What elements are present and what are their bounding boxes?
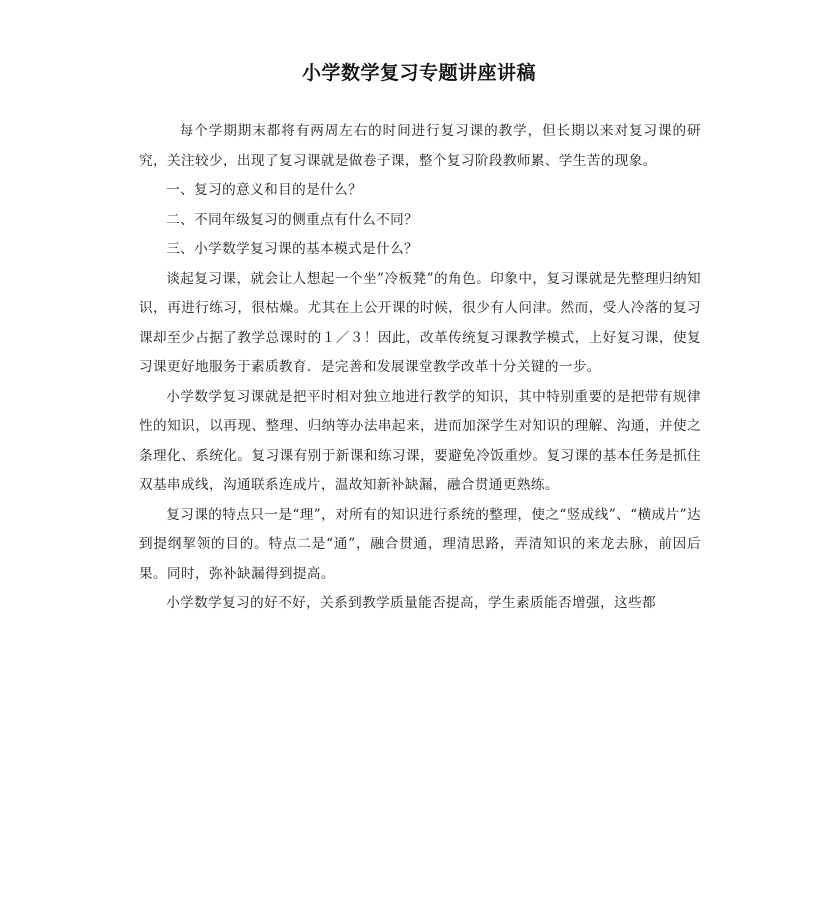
paragraph-intro: 每个学期期末都将有两周左右的时间进行复习课的教学，但长期以来对复习课的研究，关注较少，出现了复习课就是做卷子课，整个复习阶段教师累、学生苦的现象。 bbox=[139, 123, 701, 169]
paragraph-review-class-role: 谈起复习课，就会让人想起一个坐”冷板凳”的角色。印象中，复习课就是先整理归纳知识，再进行练习，很枯燥。尤其在上公开课的时候，很少有人问津。然而，受人冷落的复习课却至少占据了教学总课时的１／３！因此，改革传统复习课教学模式，上好复习课，使复习课更好地服务于素质教育．是完善和发展课堂教学改革十分关键的一步。 bbox=[139, 270, 701, 375]
document-body bbox=[139, 117, 701, 619]
question-1: 一、复习的意义和目的是什么？ bbox=[166, 182, 363, 198]
document-title: 小学数学复习专题讲座讲稿 bbox=[301, 62, 536, 84]
question-2: 二、不同年级复习的侧重点有什么不同？ bbox=[166, 211, 419, 228]
paragraph-review-class-definition: 小学数学复习课就是把平时相对独立地进行教学的知识，其中特别重要的是把带有规律性的知识，以再现、整理、归纳等办法串起来，进而加深学生对知识的理解、沟通，并使之条理化、系统化。复习课有别于新课和练习课，要避免冷饭重炒。复习课的基本任务是抓住双基串成线，沟通联系连成片，温故知新补缺漏，融合贯通更熟练。 bbox=[139, 388, 701, 493]
question-3: 三、小学数学复习课的基本模式是什么？ bbox=[166, 241, 419, 257]
paragraph-review-quality: 小学数学复习的好不好，关系到教学质量能否提高，学生素质能否增强，这些都 bbox=[166, 595, 656, 611]
paragraph-review-class-features: 复习课的特点只一是“理”，对所有的知识进行系统的整理，使之“竖成线”、“横成片”达到提纲挈领的目的。特点二是“通”，融合贯通，理清思路，弄清知识的来龙去脉，前因后果。同时，弥补缺漏得到提高。 bbox=[139, 506, 701, 582]
